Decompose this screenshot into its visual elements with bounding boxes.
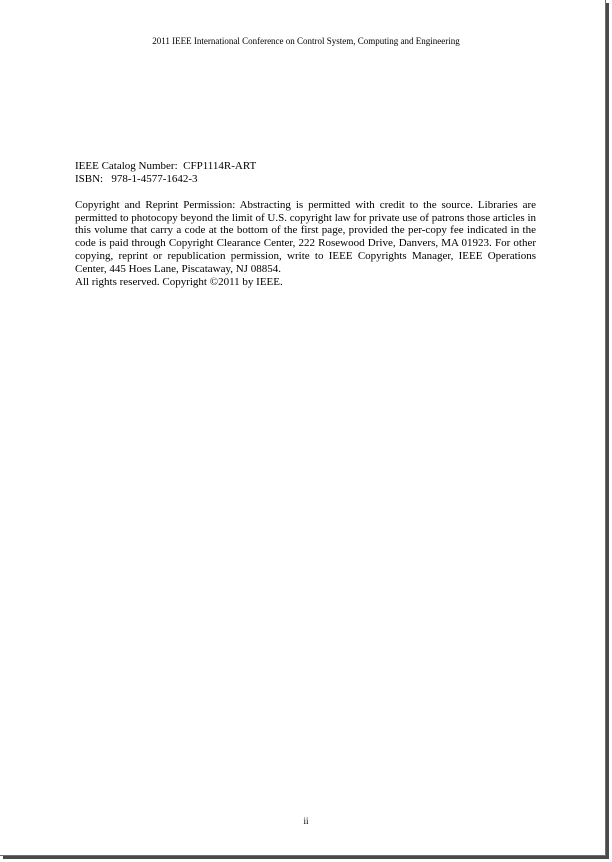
copyright-permission-paragraph: Copyright and Reprint Permission: Abstracting is permitted with credit to the source. Libraries are permitted to photocopy beyond the limit of U.S. copyright law for private use of patrons those articles in this volume that carry a code at the bottom of the first page, provided the per-copy fee indicated in the code is paid through Copyright Clearance Center, 222 Rosewood Drive, Danvers, MA 01923. For other copying, reprint or republication permission, write to IEEE Copyrights Manager, IEEE Operations Center, 445 Hoes Lane, Piscataway, NJ 08854. [75, 199, 536, 275]
isbn: ISBN: 978-1-4577-1642-3 [75, 173, 198, 185]
running-header: 2011 IEEE International Conference on Control System, Computing and Engineering [152, 36, 460, 46]
catalog-number: IEEE Catalog Number: CFP1114R-ART [75, 160, 257, 172]
all-rights-reserved: All rights reserved. Copyright ©2011 by IEEE. [75, 276, 283, 288]
catalog-info [75, 160, 256, 186]
page-number: ii [303, 816, 309, 826]
